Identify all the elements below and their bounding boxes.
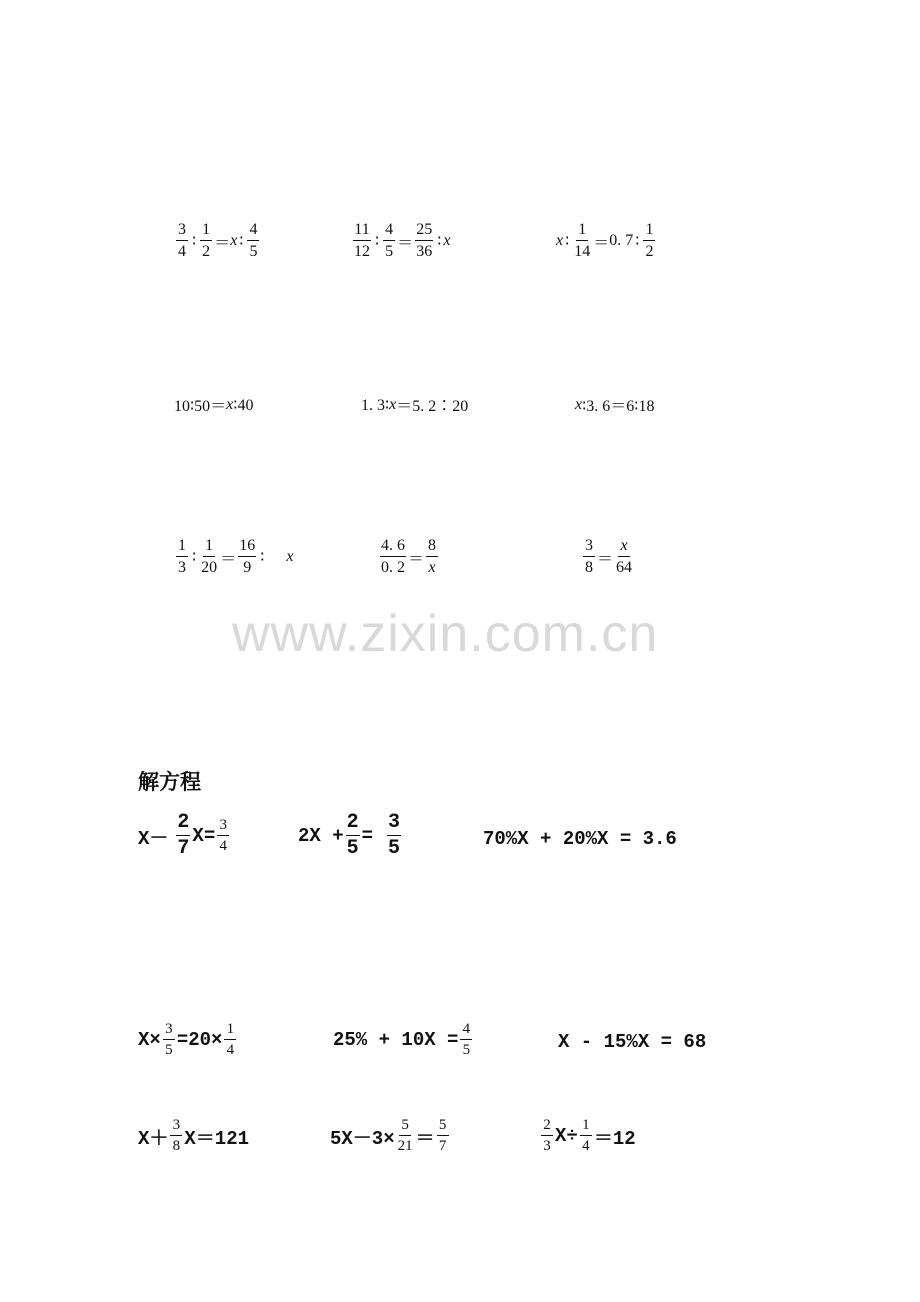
fraction: $\frac{3}{5}$ [163, 1022, 175, 1058]
fraction: $\frac{4}{5}$ [460, 1022, 472, 1058]
fraction: $\frac{4}{5}$ [385, 221, 394, 260]
equation-5: 25% + 10X = $\frac{4}{5}$ [333, 1022, 474, 1058]
fraction: $\frac{2}{3}$ [541, 1118, 553, 1154]
fraction: $\frac{5}{21}$ [397, 1117, 413, 1154]
equation-8: 5X－3× $\frac{5}{21}$ ＝ $\frac{5}{7}$ [330, 1118, 451, 1154]
equation-3: 70%X + 20%X = 3.6 [483, 828, 677, 850]
fraction: $\frac{2}{7}$ [177, 811, 190, 860]
fraction: $\frac{4. 6}{0. 2}$ [381, 537, 405, 576]
proportion-8: $\frac{4. 6}{0. 2}$ ＝ $\frac{8}{x}$ [381, 537, 437, 576]
proportion-5: 1. 3∶ x ＝5. 2∶20 [361, 395, 469, 415]
fraction: $\frac{3}{8}$ [585, 537, 593, 576]
fraction: $\frac{5}{7}$ [437, 1118, 449, 1154]
fraction: $\frac{8}{x}$ [428, 537, 437, 576]
fraction: $\frac{1}{3}$ [178, 537, 186, 576]
fraction: $\frac{11}{12}$ [354, 221, 370, 260]
fraction: $\frac{1}{2}$ [645, 221, 654, 260]
fraction: $\frac{3}{4}$ [217, 818, 229, 854]
fraction: $\frac{3}{8}$ [170, 1118, 182, 1154]
fraction: $\frac{2}{5}$ [346, 811, 359, 860]
equation-7: X＋ $\frac{3}{8}$ X＝121 [138, 1117, 250, 1154]
fraction: $\frac{4}{5}$ [249, 221, 258, 260]
fraction: $\frac{25}{36}$ [416, 221, 433, 260]
fraction: $\frac{1}{14}$ [574, 221, 591, 260]
fraction: $\frac{1}{20}$ [201, 537, 218, 576]
section-title: 解方程 [138, 770, 201, 794]
equation-9: $\frac{2}{3}$ X÷ $\frac{1}{4}$ ＝12 [539, 1118, 636, 1154]
equation-2: 2X + $\frac{2}{5}$ = $\frac{3}{5}$ [298, 811, 401, 860]
proportion-9: $\frac{3}{8}$ ＝ $\frac{x}{64}$ [585, 537, 633, 576]
proportion-6: x ∶3. 6＝6∶18 [575, 395, 655, 415]
proportion-2: $\frac{11}{12}$ ∶ $\frac{4}{5}$ ＝ $\frac{25}{36}$ ∶ x [354, 221, 451, 260]
watermark: www.zixin.com.cn [232, 605, 659, 663]
fraction: $\frac{x}{64}$ [616, 537, 633, 576]
fraction: $\frac{1}{4}$ [224, 1022, 236, 1058]
fraction: $\frac{1}{2}$ [202, 221, 211, 260]
equation-1: X－ $\frac{2}{7}$ X= $\frac{3}{4}$ [138, 813, 231, 859]
proportion-1: $\frac{3}{4}$ ∶ $\frac{1}{2}$ ＝ x ∶ $\frac{4}{5}$ [178, 221, 258, 260]
equation-6: X - 15%X = 68 [558, 1031, 707, 1053]
proportion-7: $\frac{1}{3}$ ∶ $\frac{1}{20}$ ＝ $\frac{16}{9}$ ∶ x [178, 537, 294, 576]
fraction: $\frac{16}{9}$ [239, 537, 256, 576]
equation-4: X× $\frac{3}{5}$ =20× $\frac{1}{4}$ [138, 1022, 238, 1058]
fraction: $\frac{3}{5}$ [388, 811, 401, 860]
proportion-3: x ∶ $\frac{1}{14}$ ＝ 0. 7 ∶ $\frac{1}{2}$ [556, 221, 654, 260]
fraction: $\frac{1}{4}$ [580, 1118, 592, 1154]
fraction: $\frac{3}{4}$ [178, 221, 186, 260]
proportion-4: 10∶50＝ x ∶40 [174, 395, 254, 415]
